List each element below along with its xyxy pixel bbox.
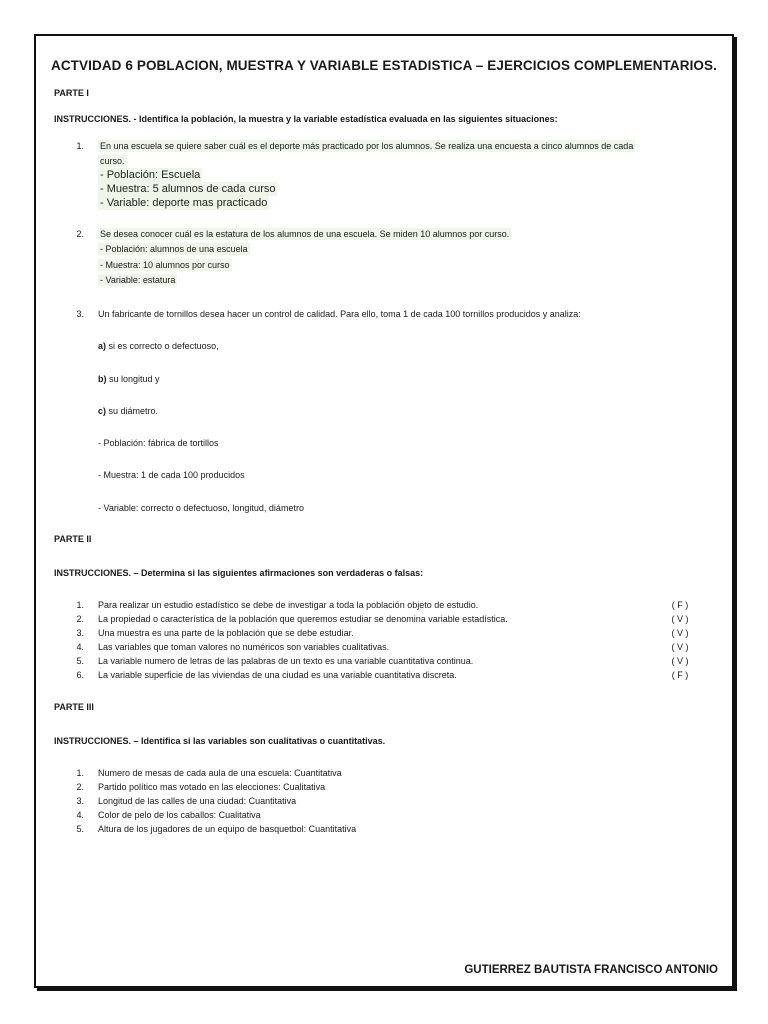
tf-item-number: 2.	[76, 614, 84, 624]
tf-item-text: La variable numero de letras de las palabras de un texto es una variable cuantitativa continua.	[98, 656, 474, 666]
list-item-number: 2.	[76, 782, 84, 792]
list-item: Partido político mas votado en las elecciones: Cualitativa	[98, 782, 326, 792]
tf-item-answer: ( V )	[671, 642, 689, 652]
tf-item-text: Las variables que toman valores no numéricos son variables cualitativas.	[98, 642, 390, 652]
list-item: Color de pelo de los caballos: Cualitativa	[98, 810, 261, 820]
q3-item-a: a) si es correcto o defectuoso,	[98, 341, 219, 351]
list-item-number: 4.	[76, 810, 84, 820]
q3-item-c: c) su diámetro.	[98, 406, 159, 416]
tf-item-answer: ( F )	[671, 670, 689, 680]
q3-number: 3.	[76, 309, 84, 319]
q2-line1: Se desea conocer cuál es la estatura de los alumnos de una escuela. Se miden 10 alumnos por curso.	[100, 229, 510, 239]
q3-answer-variable: - Variable: correcto o defectuoso, longitud, diámetro	[98, 503, 304, 513]
tf-item-answer: ( V )	[671, 628, 689, 638]
list-item-number: 3.	[76, 796, 84, 806]
tf-item-number: 5.	[76, 656, 84, 666]
tf-item-number: 1.	[76, 600, 84, 610]
list-item: Longitud de las calles de una ciudad: Cuantitativa	[98, 796, 297, 806]
part1-instructions: INSTRUCCIONES. - Identifica la población, la muestra y la variable estadística evaluada en las siguientes situaciones:	[54, 114, 558, 124]
tf-item-text: Para realizar un estudio estadístico se debe de investigar a toda la población objeto de estudio.	[98, 600, 479, 610]
q3-item-b: b) su longitud y	[98, 374, 160, 384]
part3-heading: PARTE III	[54, 702, 94, 712]
q1-line2: curso.	[100, 156, 125, 166]
list-item-number: 5.	[76, 824, 84, 834]
q1-line1: En una escuela se quiere saber cuál es el deporte más practicado por los alumnos. Se realiza una encuesta a cinco alumnos de cada	[100, 141, 634, 151]
list-item: Altura de los jugadores de un equipo de basquetbol: Cuantitativa	[98, 824, 357, 834]
part2-instructions: INSTRUCCIONES. – Determina si las siguientes afirmaciones son verdaderas o falsas:	[54, 568, 424, 578]
tf-item-answer: ( F )	[671, 600, 689, 610]
author-name: GUTIERREZ BAUTISTA FRANCISCO ANTONIO	[464, 964, 718, 976]
part3-instructions: INSTRUCCIONES. – Identifica si las variables son cualitativas o cuantitativas.	[54, 736, 386, 746]
tf-item-text: La propiedad o característica de la población que queremos estudiar se denomina variable estadística.	[98, 614, 508, 624]
tf-item-answer: ( V )	[671, 614, 689, 624]
q3-line1: Un fabricante de tornillos desea hacer un control de calidad. Para ello, toma 1 de cada 100 tornillos producidos y analiza:	[98, 309, 581, 319]
q3-answer-sample: - Muestra: 1 de cada 100 producidos	[98, 470, 245, 480]
tf-item-number: 6.	[76, 670, 84, 680]
document-page	[34, 34, 734, 988]
q2-answer-population: - Población: alumnos de una escuela	[100, 244, 248, 254]
list-item: Numero de mesas de cada aula de una escuela: Cuantitativa	[98, 768, 342, 778]
tf-item-text: La variable superficie de las viviendas de una ciudad es una variable cuantitativa discreta.	[98, 670, 457, 680]
q1-number: 1.	[76, 141, 84, 151]
tf-item-number: 3.	[76, 628, 84, 638]
tf-item-text: Una muestra es una parte de la población que se debe estudiar.	[98, 628, 354, 638]
q2-number: 2.	[76, 229, 84, 239]
list-item-number: 1.	[76, 768, 84, 778]
tf-item-number: 4.	[76, 642, 84, 652]
part2-heading: PARTE II	[54, 534, 92, 544]
q1-answer-sample: - Muestra: 5 alumnos de cada curso	[100, 183, 276, 195]
tf-item-answer: ( V )	[671, 656, 689, 666]
q2-answer-variable: - Variable: estatura	[100, 275, 176, 285]
document-title: ACTVIDAD 6 POBLACION, MUESTRA Y VARIABLE ESTADISTICA – EJERCICIOS COMPLEMENTARIOS.	[50, 58, 717, 73]
q1-answer-variable: - Variable: deporte mas practicado	[100, 197, 268, 209]
part1-heading: PARTE I	[54, 88, 89, 98]
q2-answer-sample: - Muestra: 10 alumnos por curso	[100, 260, 230, 270]
q1-answer-population: - Población: Escuela	[100, 169, 201, 181]
q3-answer-population: - Población: fábrica de tortillos	[98, 438, 219, 448]
